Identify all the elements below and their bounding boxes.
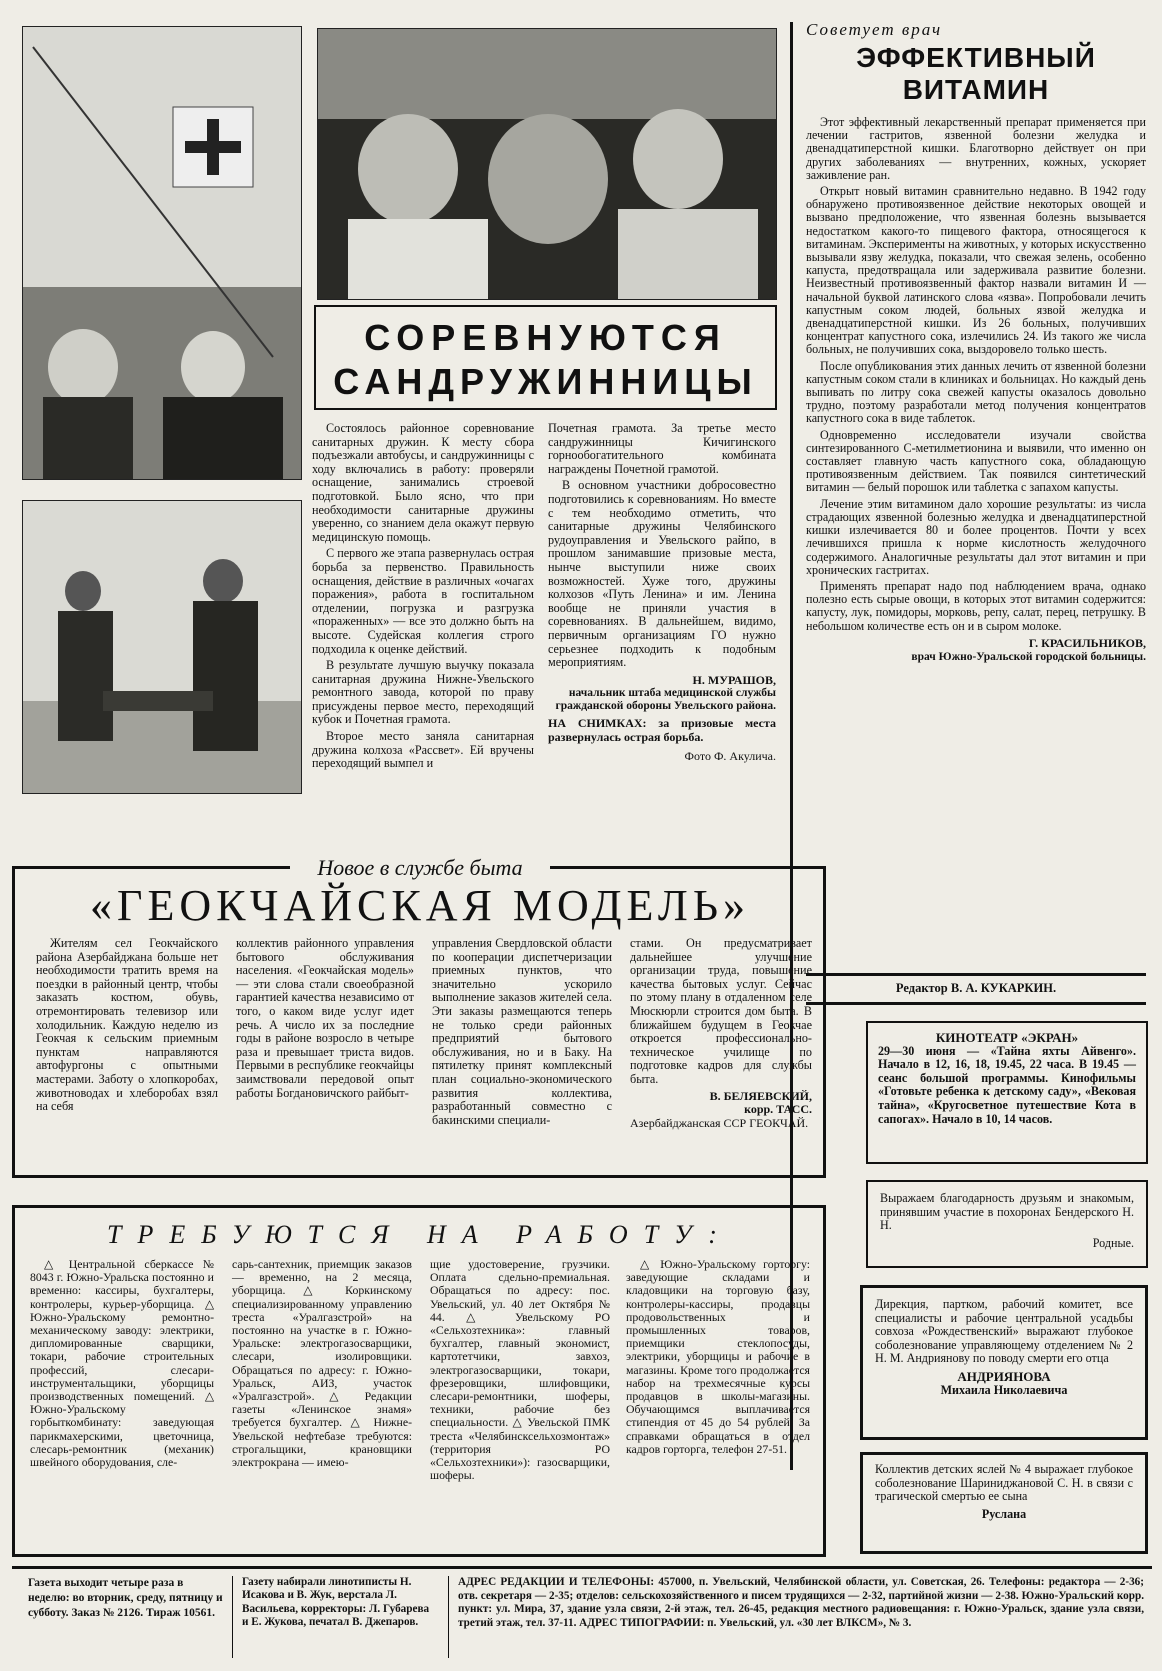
competition-paragraph: В основном участники добросовестно подготовились к соревнованиям. Но вместе с тем необходимо отметить, что санитарные дружины Челябинского рудоуправления и Увельского райпо, в прошлом занимавшие призовые места, нынче выступили ниже своих возможностей. Хуже того, дружины колхозов «Путь Ленина» и им. Ленина вообще не приняли участия в соревнованиях. В дальнейшем, видимо, первичным организациям ГО нужно серьезнее подходить к подобным мероприятиям. [548,478,776,670]
caption-label: НА СНИМКАХ: [548,716,647,731]
geokchay-column-2 [236,937,414,1103]
geokchay-dateline: Азербайджанская ССР ГЕОКЧАЙ. [630,1115,809,1130]
notice-thanks-box [866,1180,1148,1268]
competition-paragraph: Состоялось районное соревнование санитарных дружин. К месту сбора подъезжали автобусы, и сандружинницы с ходу включались в работу: проверяли оснащение, занимались строевой подготовкой. Было ясно, что при необходимости санитарные дружины уверенно, со знанием дела окажут первую медицинскую помощь. [312,421,534,544]
competition-column-1 [312,422,534,774]
geokchay-rubric: Новое в службе быта [290,855,550,881]
footer-typesetters: Газету набирали линотиписты Н. Исакова и В. Жук, верстала Л. Васильева, корректоры: Л. Губарева и Е. Жукова, печатал В. Джепаров. [242,1576,430,1629]
geokchay-text: Жителям сел Геокчайского района Азербайджана больше нет необходимости тратить время на поездки в районный центр, чтобы заказать костюм, обувь, отремонтировать телевизор или холодильник. Каждую неделю из Геокчая к сельским приемным пунктам направляются автофургоны с опытными мастерами. Заботу о хлопкоробах, животноводах и хлеборобах взял на себя [36,936,218,1114]
notice-thanks-text: Выражаем благодарность друзьям и знакомым, принявшим участие в похоронах Бендерского Н. Н. [880,1191,1134,1233]
competition-paragraph: С первого же этапа развернулась острая борьба за первенство. Правильность оснащения, действие в различных «очагах поражения», работа в госпитальном отделении, погрузка и разгрузка «пораженных» — все это должно быть на высоте. Судейская коллегия строго подходила к оценке действий. [312,546,534,656]
notice-condolence-text: Дирекция, партком, рабочий комитет, все специалисты и рабочие центральной усадьбы совхоза «Рождественский» выражают глубокое соболезнование управляющему отделением № 2 Н. М. Андриянову по поводу смерти его отца [875,1297,1133,1366]
jobs-text: △ Центральной сберкассе № 8043 г. Южно-Уральска постоянно и временно: кассиры, бухгалтеры, контролеры, курьер-уборщица. △ Южно-Уральскому ремонтно-механическому заводу: электрики, дипломированные сварщики, токари, рабочие строительных профессий, слесари-инструментальщики, уборщицы производственных помещений. △ Южно-Уральскому горбыткомбинату: заведующая парикмахерскими, цветочница, слесарь-ремонтник (механик) швейного оборудования, сле- [30,1257,214,1470]
geokchay-text: управления Свердловской области по кооперации диспетчеризации приемных пунктов, что значительно ускорило выполнение заказов жителей села. Эти заказы размещаются теперь не только среди районных предприятий бытового обслуживания, но и в Баку. На пятилетку принят комплексный план социально-экономического развития коллектива, разработанный совместно с бакинскими специали- [432,936,612,1127]
notice-thanks-sign: Родные. [1092,1235,1134,1250]
vitamin-title-line1: ЭФФЕКТИВНЫЙ [856,42,1096,73]
vitamin-paragraph: Лечение этим витамином дало хорошие результаты: из числа страдающих язвенной болезнью желудка и двенадцатиперстной кишки излечивается 80 и более процентов. Почти у всех лечившихся пришла к норме кислотность желудочного содержимого. Аналогичные результаты дал этот витамин и при хронических гастритах. [806,496,1146,577]
footer-address-text: 457000, п. Увельский, Челябинской области, ул. Советская, 26. Телефоны: редактора — 2-36; отв. секретаря — 2-35; отделов: сельскохозяйственного и писем трудящихся — 2-32, партийной жизни — 2-38. Южно-Уральский корр. пункт: ул. Мира, 37, здание узла связи, 2-й этаж, тел. 26-45, редакция местного радиовещания: г. Южно-Уральск, здание узла связи, третий этаж, тел. 37-11. АДРЕС ТИПОГРАФИИ: п. Увельский, ул. «30 лет ВЛКСМ», № 3. [458,1576,1144,1629]
vitamin-paragraph: Одновременно исследователи изучали свойства синтезированного С-метилметионина и выявили, что именно он составляет главную часть капустного сока, обладающую противоязвенным действием. Так появился синтетический витамин — белый порошок или таблетка с запахом капусты. [806,427,1146,495]
competition-author-title: начальник штаба медицинской службы гражданской обороны Увельского района. [555,687,776,713]
vitamin-body [806,116,1146,633]
vitamin-kicker: Советует врач [806,20,943,39]
notice-condolence-box [860,1285,1148,1440]
jobs-column-3 [430,1258,610,1485]
footer-address [458,1576,1144,1630]
vitamin-author: Г. КРАСИЛЬНИКОВ, [1028,635,1146,650]
vitamin-paragraph: Открыт новый витамин сравнительно недавно. В 1942 году обнаружено противоязвенное действие некоторых овощей и вызвано предположение, что язвенная болезнь вызывается недостатком какого-то пищевого фактора, относящегося к витаминам. Эксперименты на животных, у которых искусственно вызывали язву желудка, показали, что свежая зелень, особенно капуста, предотвращала или задерживала развитие болезни. Неизвестный противоязвенный фактор назвали витамин И — начальной буквой латинского слова «язва». Попробовали лечить капустным соком людей, больных язвой желудка и двенадцатиперстной кишки. Из 26 больных, получивших концентрат капустного сока, излечились 24. Из такого же числа больных, не получивших сока, выздоровело только шесть. [806,184,1146,357]
footer-top-rule [12,1566,1152,1569]
jobs-title: ТРЕБУЮТСЯ НА РАБОТУ: [107,1220,733,1249]
vitamin-paragraph: Этот эффективный лекарственный препарат применяется при лечении гастритов, язвенной болезни желудка и двенадцатиперстной кишки. Благотворно действует он при других заболеваниях — внутренних, кожных, ускоряет заживление ран. [806,115,1146,182]
competition-headline-box [314,305,777,410]
cinema-text: 29—30 июня — «Тайна яхты Айвенго». Начало в 12, 16, 18, 19.45, 22 часа. В 19.45 — сеанс большой программы. Кинофильмы «Готовьте ребенка к детскому саду», «Вековая тайна», «Кругосветное путешествие Кота в сапогах». Начало в 10, 14 часов. [878,1043,1136,1126]
geokchay-column-1 [36,937,218,1117]
notice-condolence-name2: Михаила Николаевича [940,1382,1068,1397]
caption-text: за призовые места развернулась острая борьба. [548,716,777,744]
photo-gas-masks [317,28,777,300]
vitamin-paragraph: После опубликования этих данных лечить от язвенной болезни капустным соком стали в клиниках и больницах. Но каждый день выпивать по литру сока свежей капусты оказалось довольно трудно, поэтому разработали метод получения концентратов капустного сока в виде таблеток. [806,358,1146,426]
geokchay-column-3 [432,937,612,1130]
jobs-text: щие удостоверение, грузчики. Оплата сдельно-премиальная. Обращаться по адресу: пос. Увельский, ул. 40 лет Октября № 44. △ Увельскому РО «Сельхозтехника»: главный бухгалтер, главный экономист, картотетчики, завхоз, электрогазосварщики, токари, фрезеровщики, шлифовщики, слесари-ремонтники, шоферы, техники, рабочие без специальности. △ Увельской ПМК треста «Челябинсксельхозмонтаж» (территория РО «Сельхозтехники»): газосварщики, шоферы. [430,1257,610,1483]
competition-column-2 [548,422,776,764]
competition-paragraph: В результате лучшую выучку показала санитарная дружина Нижне-Увельского ремонтного завода, которой по праву присуждены первое место, переходящий кубок и Почетная грамота. [312,658,534,727]
competition-paragraph: Почетная грамота. За третье место сандружинницы Кичигинского горнообогатительного комбината награждены Почетной грамотой. [548,421,776,476]
footer-address-title: АДРЕС РЕДАКЦИИ И ТЕЛЕФОНЫ: [458,1576,655,1588]
footer-divider-2 [448,1576,449,1658]
geokchay-title: «ГЕОКЧАЙСКАЯ МОДЕЛЬ» [90,881,750,930]
editor-bottom-rule [806,1002,1146,1005]
geokchay-author-title: корр. ТАСС. [744,1102,812,1117]
photo-credit: Фото Ф. Акулича. [684,749,776,764]
jobs-text: сарь-сантехник, приемщик заказов — временно, на 2 месяца, уборщица. △ Коркинскому специализированному управлению треста «Уралгазстрой» на постоянно на участке в г. Южно-Уральске: электрогазосварщики, слесари, изолировщики. Обращаться по адресу: г. Южно-Уральск, АИЗ, участок «Уралгазстрой». △ Редакции газеты «Ленинское знамя» требуется бухгалтер. △ Нижне-Увельской нефтебазе требуются: строгальщики, крановщики электрокрана — имею- [232,1257,412,1470]
notice-nursery-text: Коллектив детских яслей № 4 выражает глубокое соболезнование Шариниджановой С. Н. в связи с трагической смертью ее сына [875,1462,1133,1504]
vitamin-author-title: врач Южно-Уральской городской больницы. [911,650,1146,663]
cinema-box [866,1021,1148,1164]
editor-line: Редактор В. А. КУКАРКИН. [895,981,1057,995]
jobs-text: △ Южно-Уральскому горторгу: заведующие складами и кладовщики на торговую базу, контролеры-кассиры, продавцы продовольственных и промышленных товаров, приемщики стеклопосуды, электрики, уборщицы и рабочие в магазины. Кроме того продолжается набор на трехмесячные курсы продавцов в школы-магазины. Обучающимся выплачивается стипендия от 45 до 54 рублей. За справками обращаться в отдел кадров горторга, телефон 27-51. [626,1257,810,1456]
jobs-column-4 [626,1258,810,1459]
competition-title-line1: СОРЕВНУЮТСЯ [364,317,727,358]
geokchay-column-4 [630,937,812,1130]
notice-nursery-name: Руслана [981,1506,1027,1521]
competition-paragraph: Второе место заняла санитарная дружина колхоза «Рассвет». Ей вручены переходящий вымпел и [312,729,534,771]
cinema-heading: КИНОТЕАТР «ЭКРАН» [935,1030,1079,1045]
jobs-column-1 [30,1258,214,1472]
competition-author: Н. МУРАШОВ, [692,672,776,687]
vitamin-article [806,20,1146,663]
jobs-column-2 [232,1258,412,1472]
competition-title-line2: САНДРУЖИННИЦЫ [333,361,758,402]
geokchay-text: коллектив районного управления бытового обслуживания населения. «Геокчайская модель» — эти слова стали своеобразной гарантией качества независимо от того, о каком виде услуг идет речь. А число их за последние годы в районе возросло в четыре раза и превышает триста видов. Первыми в республике геокчайцы заимствовали передовой опыт работы Богдановичского райбыт- [236,936,414,1100]
photo-flag-nurses [22,26,302,480]
notice-condolence-name1: АНДРИЯНОВА [957,1368,1051,1384]
footer-publication-info: Газета выходит четыре раза в неделю: во вторник, среду, пятницу и субботу. Заказ № 2126. Тираж 10561. [28,1577,223,1619]
notice-nursery-box [860,1452,1148,1554]
geokchay-text: стами. Он предусматривает дальнейшее улучшение организации труда, повышение качества бытовых услуг. Сейчас по этому плану в отдаленном селе Мюскюрли строится дом быта. В ближайшем будущем в Геокчае откроется профессионально-техническое училище по подготовке кадров для службы быта. [630,936,812,1086]
photo-caption [548,717,776,744]
vitamin-title-line2: ВИТАМИН [902,74,1050,105]
footer-divider-1 [232,1576,233,1658]
photo-stretcher [22,500,302,794]
editor-top-rule [806,973,1146,976]
geokchay-author: В. БЕЛЯЕВСКИЙ, [709,1088,812,1103]
vitamin-paragraph: Применять препарат надо под наблюдением врача, однако полезно есть сырые овощи, в которых этот витамин содержится: капусту, лук, помидоры, морковь, репу, салат, перец, петрушку. В небольшом количестве есть он и в сыром молоке. [806,578,1146,633]
